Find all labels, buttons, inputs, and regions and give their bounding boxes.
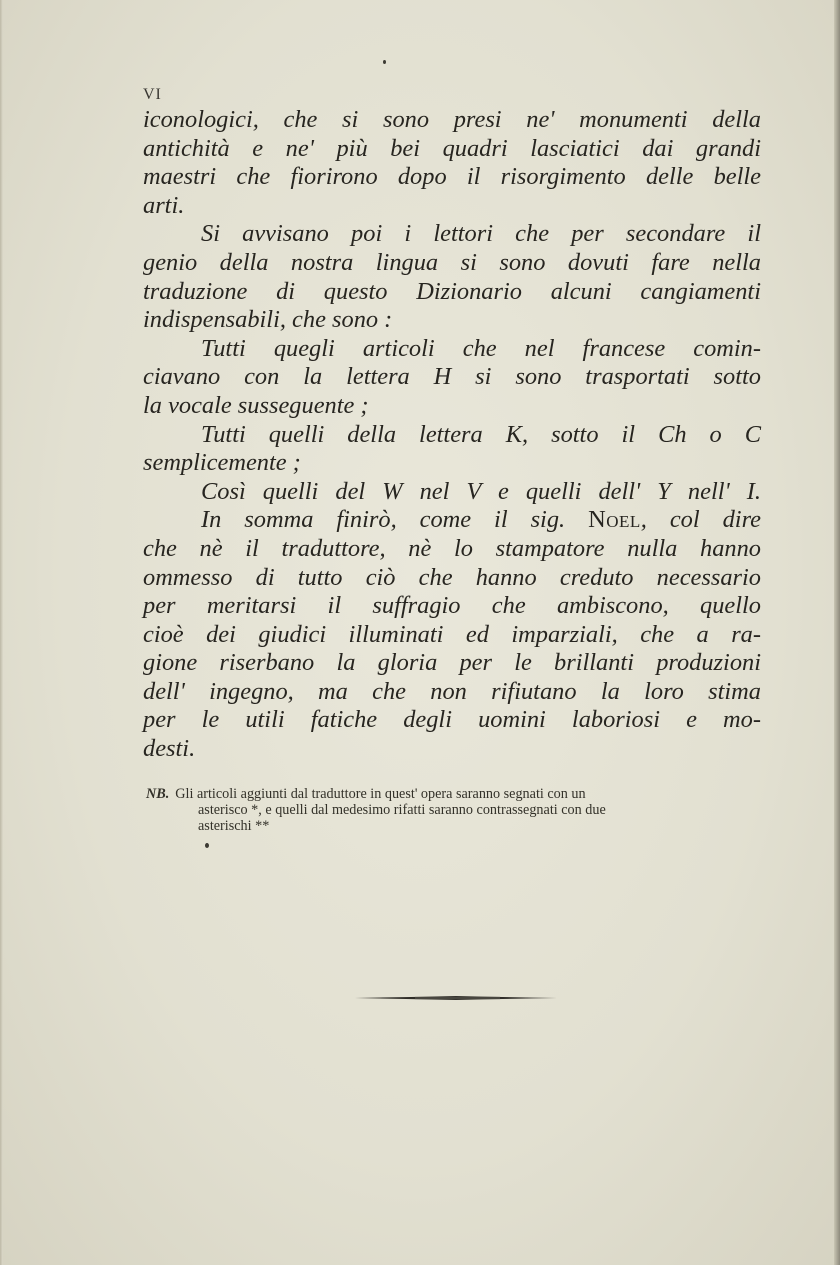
text-line: per le utili fatiche degli uomini laboriosi e mo- — [143, 706, 761, 734]
text-line: arti. — [143, 191, 185, 219]
page-outer-edge — [834, 0, 840, 1265]
footnote — [146, 786, 766, 834]
text-line-with-name — [143, 506, 761, 535]
author-name: Noel — [588, 506, 641, 534]
footnote-text: Gli articoli aggiunti dal traduttore in quest' opera saranno segnati con un — [175, 786, 586, 802]
text-segment: , col dire — [640, 506, 761, 534]
text-line: Tutti quegli articoli che nel francese comin- — [201, 334, 761, 362]
text-line: la vocale susseguente ; — [143, 391, 369, 419]
text-line: per meritarsi il suffragio che ambiscono, quello — [143, 592, 761, 620]
main-text — [143, 106, 761, 764]
text-line: ciavano con la lettera H si sono trasportati sotto — [143, 363, 761, 391]
text-line: genio della nostra lingua si sono dovuti fare nella — [143, 248, 761, 276]
text-line: gione riserbano la gloria per le brillanti produzioni — [143, 649, 761, 677]
text-line: traduzione di questo Dizionario alcuni cangiamenti — [143, 277, 761, 305]
text-line: Così quelli del W nel V e quelli dell' Y nell' I. — [201, 477, 761, 505]
text-line: Tutti quelli della lettera K, sotto il Ch o C — [201, 420, 761, 448]
text-line: desti. — [143, 735, 196, 763]
ornamental-rule — [355, 995, 557, 1001]
text-line: ommesso di tutto ciò che hanno creduto necessario — [143, 563, 761, 591]
text-line: indispensabili, che sono : — [143, 306, 393, 334]
footnote-line — [146, 786, 766, 802]
ink-speck — [383, 60, 386, 64]
text-line: dell' ingegno, ma che non rifiutano la loro stima — [143, 677, 761, 705]
text-line: Si avvisano poi i lettori che per secondare il — [201, 220, 761, 248]
ink-speck — [205, 843, 209, 848]
text-line: che nè il traduttore, nè lo stampatore nulla hanno — [143, 534, 761, 562]
footnote-line: asterischi ** — [198, 818, 270, 834]
text-segment: In somma finirò, come il sig. — [201, 506, 566, 534]
text-line: iconologici, che si sono presi ne' monumenti della — [143, 106, 761, 133]
footnote-label: NB. — [146, 786, 170, 802]
page-gutter-edge — [0, 0, 3, 1265]
text-line: antichità e ne' più bei quadri lasciatici dai grandi — [143, 134, 761, 162]
text-line: semplicemente ; — [143, 449, 301, 477]
text-line: maestri che fiorirono dopo il risorgimento delle belle — [143, 163, 761, 191]
text-line: cioè dei giudici illuminati ed imparziali, che a ra- — [143, 620, 761, 648]
footnote-line: asterisco *, e quelli dal medesimo rifatti saranno contrassegnati con due — [198, 802, 606, 818]
page-folio-number: VI — [143, 86, 162, 103]
